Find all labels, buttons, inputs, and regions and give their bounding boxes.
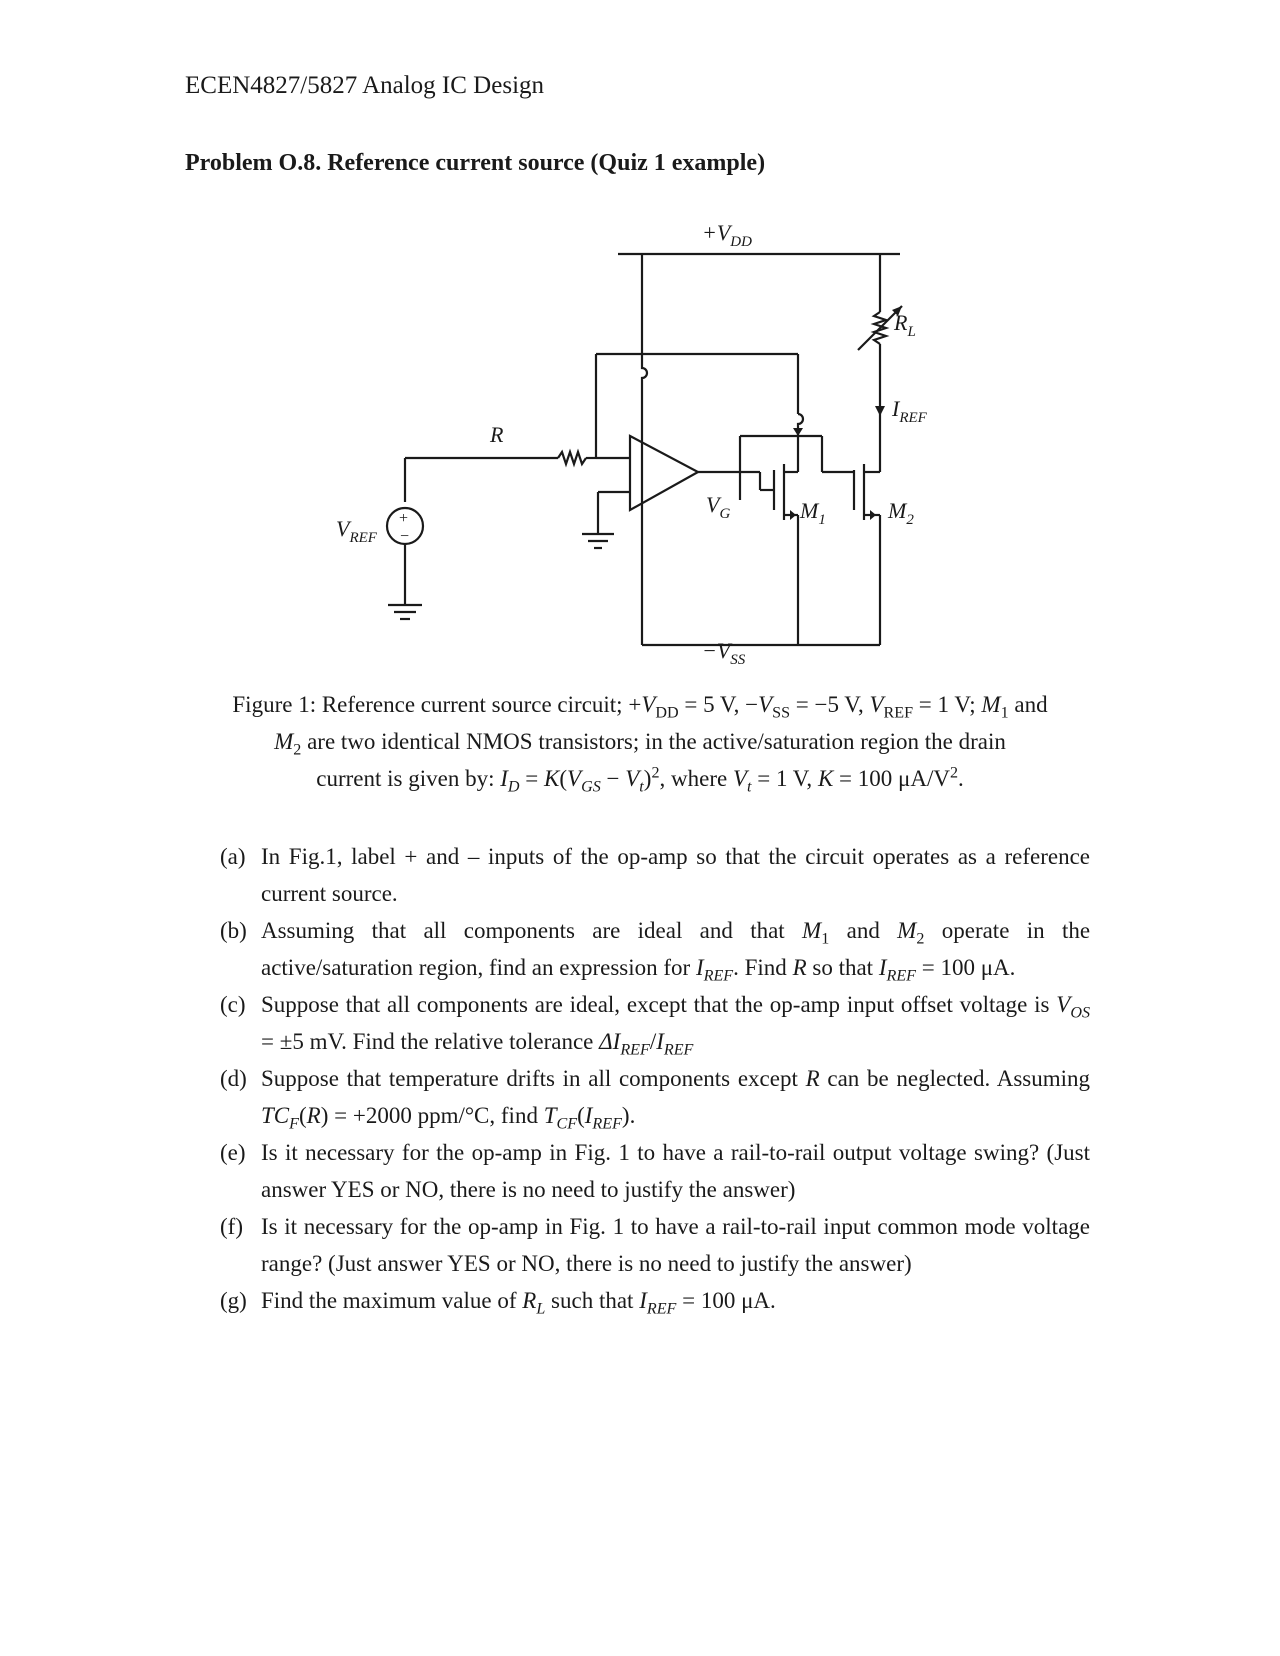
question-list	[220, 838, 1090, 1319]
question-d: (d) Suppose that temperature drifts in all components except R can be neglected. Assuming $TC_F(R) = +2000$ ppm/°C, find $T_{CF}(I_{REF})$.	[220, 1066, 1091, 1133]
question-e: (e) Is it necessary for the op-amp in Fig. 1 to have a rail-to-rail output voltage swing? (Just answer YES or NO, there is no need to justify the answer)	[220, 1140, 1090, 1202]
vref-minus: −	[400, 528, 410, 545]
opamp-symbol	[630, 436, 698, 510]
opamp-supply-wire	[642, 254, 647, 645]
question-b: (b) Assuming that all components are ideal and that $M_1$ and $M_2$ operate in the active/saturation region, find an expression for $I_{REF}$. Find R so that $I_{REF} = 100$ μA.	[220, 918, 1091, 985]
figure-caption: Figure 1: Reference current source circuit; $+V_{DD} = 5$ V, $-V_{SS} = -5$ V, $V_{REF} = 1$ V; $M_1$ and $M_2$ are two identical NMOS transistors; in the active/saturation region the drain current is given by: $I_D = K(V_{GS} - V_t)^2$, where $V_t = 1$ V, K = 100 $\mu A/V^2$.	[232, 692, 1048, 796]
circuit-diagram	[330, 210, 927, 680]
iref-label: $I_{REF}$	[892, 396, 927, 426]
m1-label: $M_1$	[800, 498, 826, 528]
vss-label: $-V_{SS}$	[702, 638, 746, 668]
vref-plus: +	[399, 510, 409, 527]
vg-label: $V_G$	[706, 492, 731, 522]
m1-source-pointer	[790, 510, 796, 520]
problem-title: Problem O.8. Reference current source (Quiz 1 example)	[185, 150, 766, 176]
iref-arrow	[875, 406, 885, 416]
question-g: (g) Find the maximum value of $R_L$ such that $I_{REF} = 100$ μA.	[220, 1288, 776, 1318]
vref-label: $V_{REF}$	[336, 516, 377, 546]
question-c: (c) Suppose that all components are ideal, except that the op-amp input offset voltage is $V_{OS} = \pm 5$ mV. Find the relative tolerance $\Delta I_{REF}/I_{REF}$	[220, 992, 1091, 1059]
question-f: (f) Is it necessary for the op-amp in Fig. 1 to have a rail-to-rail input common mode voltage range? (Just answer YES or NO, there is no need to justify the answer)	[220, 1214, 1090, 1276]
m2-label: $M_2$	[888, 498, 914, 528]
question-a: (a) In Fig.1, label + and – inputs of the op-amp so that the circuit operates as a reference current source.	[220, 844, 1090, 906]
r-resistor	[558, 452, 586, 464]
m2-source-arrow	[870, 510, 876, 520]
page-header: ECEN4827/5827 Analog IC Design	[185, 72, 545, 99]
circuit-wires	[387, 254, 902, 645]
rl-label: $R_L$	[894, 310, 916, 340]
m1-source-arrow	[793, 428, 803, 436]
vdd-label: $+V_{DD}$	[702, 220, 752, 250]
r-label: R	[490, 422, 504, 447]
